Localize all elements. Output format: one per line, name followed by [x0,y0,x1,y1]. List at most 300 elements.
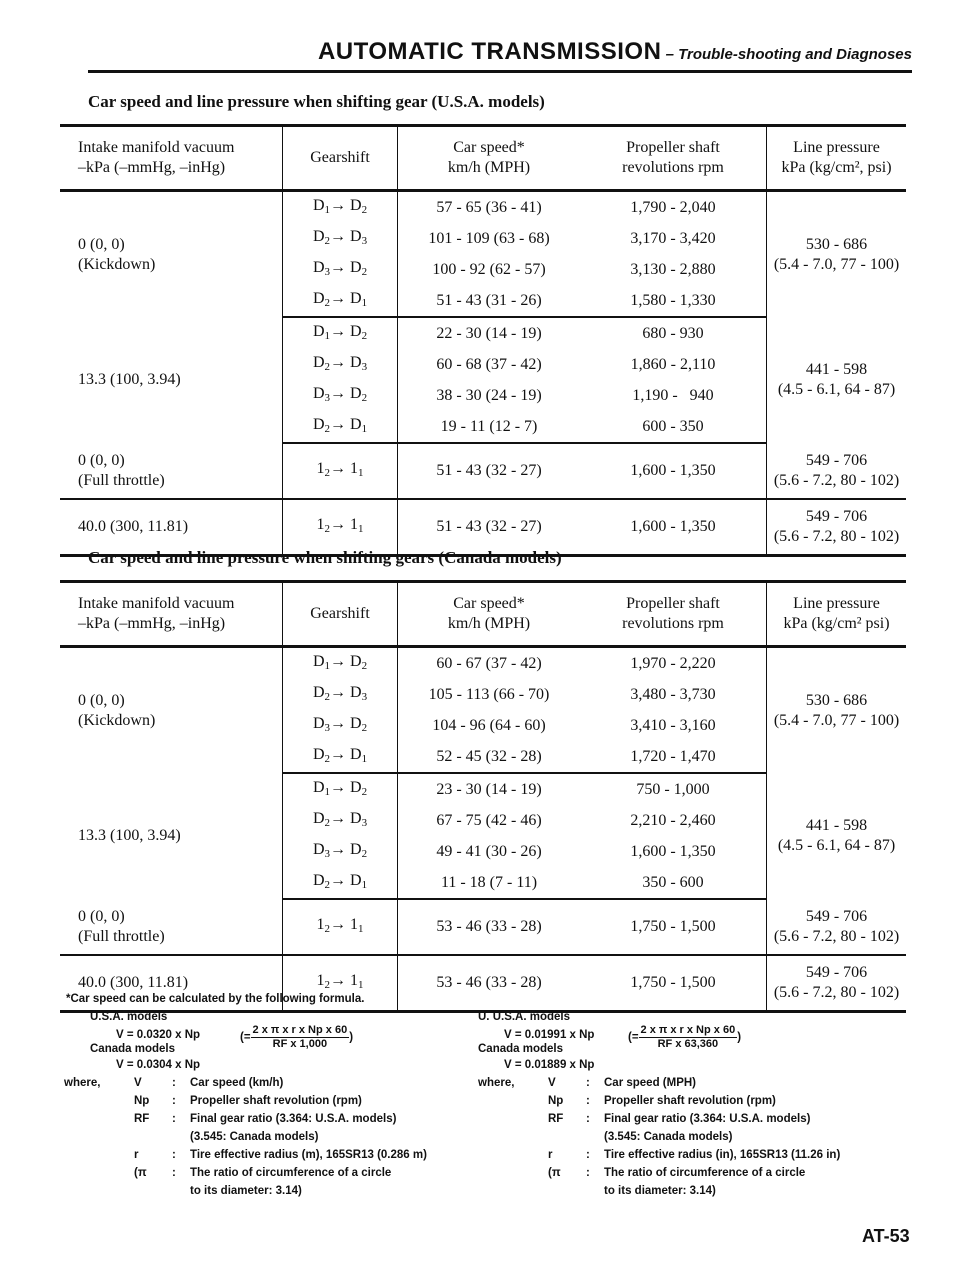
col-header-line: revolutions rpm [622,159,724,176]
usa-formula: V = 0.0320 x Np [116,1029,201,1041]
pressure-cell [767,647,907,774]
def-symbol: RF [134,1113,150,1125]
gear-to-sub: 1 [361,752,368,765]
vacuum-line: 0 (0, 0) [78,907,125,925]
gear-from-sub: 1 [324,785,330,798]
gear-to-sub: 1 [358,923,364,935]
col-header-line: –kPa (–mmHg, –inHg) [78,615,226,632]
def-text: (3.545: Canada models) [604,1131,733,1143]
pressure-line: 441 - 598 [805,361,868,378]
gear-from: D [312,652,325,670]
pressure-cell [767,317,907,443]
gear-from: D [312,289,325,307]
gearshift-cell [283,317,398,349]
formula-intro: *Car speed can be calculated by the following formula. [66,993,365,1005]
gear-to: 1 [350,972,358,989]
def-symbol: Np [548,1095,564,1107]
rpm-cell: 350 - 600 [580,867,767,899]
gear-to-sub: 2 [361,203,368,216]
rpm-cell: 3,170 - 3,420 [630,229,716,247]
pressure-line: (4.5 - 6.1, 64 - 87) [777,837,896,854]
gear-from-sub: 2 [324,752,330,765]
pressure-cell [767,499,907,556]
rpm-cell: 3,410 - 3,160 [630,716,716,734]
gear-from-sub: 2 [324,878,330,891]
gear-to-sub: 1 [358,467,364,479]
pressure-line: (5.6 - 7.2, 80 - 102) [773,528,900,545]
speed-cell: 104 - 96 (64 - 60) [398,710,581,741]
arrow-icon: → [330,289,350,307]
def-symbol: (π [134,1167,147,1179]
arrow-icon: → [330,809,350,827]
vacuum-cell [60,317,283,443]
gearshift-cell [283,805,398,836]
vacuum-cell [60,443,283,499]
def-symbol: Np [134,1095,150,1107]
gear-from: 1 [316,460,325,477]
vacuum-line: 0 (0, 0) [78,691,125,709]
gear-to: D [350,384,362,402]
col-header-pressure [767,582,907,647]
rpm-cell: 1,750 - 1,500 [580,899,767,955]
rpm-cell: 3,130 - 2,880 [630,260,716,278]
gear-from: 1 [316,516,325,533]
rpm-cell: 1,790 - 2,040 [630,198,716,216]
header-subtitle: Trouble-shooting and Diagnoses [678,46,912,63]
formula-row [478,1026,908,1056]
gear-from-sub: 2 [324,923,330,935]
speed-cell: 49 - 41 (30 - 26) [398,836,581,867]
col-header-vacuum [60,126,283,191]
rpm-cell: 750 - 1,000 [636,780,710,798]
gear-to-sub: 2 [361,391,368,404]
gearshift-cell [283,411,398,443]
fraction-close: ) [737,1031,742,1044]
gear-to: D [350,196,362,214]
note-row [64,990,484,1008]
speed-cell: 67 - 75 (42 - 46) [398,805,581,836]
rpm-cell: 1,970 - 2,220 [630,654,716,672]
pressure-line: (5.4 - 7.0, 77 - 100) [773,255,900,273]
gear-to-sub: 1 [361,878,368,891]
rpm-cell: 1,580 - 1,330 [580,285,767,317]
gear-from: 1 [316,972,325,989]
pressure-cell [767,899,907,955]
rpm-cell: 1,600 - 1,350 [580,443,767,499]
fraction [251,1024,350,1051]
gear-from-sub: 1 [324,203,330,216]
speed-cell: 53 - 46 (33 - 28) [398,955,581,1012]
note-row [64,1056,484,1074]
gear-from-sub: 2 [324,422,330,435]
gear-to-sub: 3 [361,360,368,373]
arrow-icon: → [330,516,350,533]
gear-to-sub: 2 [361,721,368,734]
rpm-cell: 1,190 - 940 [632,386,714,404]
pressure-cell [767,773,907,899]
gear-to-sub: 1 [361,422,368,435]
def-symbol: RF [548,1113,564,1125]
page-header [88,38,912,73]
vacuum-cell [60,647,283,774]
col-header-line: –kPa (–mmHg, –inHg) [78,159,226,176]
gear-from-sub: 2 [324,816,330,829]
gear-to: 1 [350,516,358,533]
vacuum-line: (Full throttle) [78,927,165,945]
gear-from: D [312,196,325,214]
arrow-icon: → [330,227,350,245]
speed-cell: 100 - 92 (62 - 57) [398,254,581,285]
speed-cell: 101 - 109 (63 - 68) [398,223,581,254]
col-header-line: Car speed* [453,595,525,612]
def-colon: : [172,1077,176,1089]
gear-from-sub: 3 [324,721,330,734]
def-text: to its diameter: 3.14) [190,1185,302,1197]
usa-formula: V = 0.01991 x Np [504,1029,595,1041]
col-header-line: Propeller shaft [626,595,720,612]
pressure-line: 530 - 686 [805,691,868,709]
gear-to-sub: 2 [361,659,368,672]
gear-from-sub: 1 [324,659,330,672]
gearshift-cell [283,836,398,867]
def-symbol: (π [548,1167,561,1179]
rpm-cell: 1,600 - 1,350 [630,842,716,860]
gear-to: D [350,289,362,307]
fraction-numerator: 2 x π x r x Np x 60 [640,1024,736,1036]
def-colon: : [172,1149,176,1161]
canada-formula: V = 0.0304 x Np [116,1059,201,1071]
gearshift-cell [283,380,398,411]
gear-to: D [350,322,362,340]
speed-cell: 19 - 11 (12 - 7) [398,411,581,443]
gear-to-sub: 2 [361,785,368,798]
col-header-gearshift: Gearshift [283,582,398,647]
gearshift-cell [283,741,398,773]
col-header-vacuum [60,582,283,647]
gear-from-sub: 2 [324,690,330,703]
arrow-icon: → [330,415,350,433]
def-colon: : [586,1077,590,1089]
fraction-open: (= [628,1031,639,1044]
page-number: AT-53 [862,1226,910,1246]
arrow-icon: → [330,652,350,670]
col-header-speed [398,126,581,191]
speed-cell: 51 - 43 (31 - 26) [398,285,581,317]
note-row [64,1146,484,1164]
vacuum-line: 40.0 (300, 11.81) [78,518,189,535]
note-row [478,1056,908,1074]
arrow-icon: → [330,353,350,371]
arrow-icon: → [330,384,350,402]
vacuum-line: 0 (0, 0) [78,451,125,469]
usa-models-label: U. U.S.A. models [478,1011,571,1023]
col-header-line: Intake manifold vacuum [78,139,235,156]
where-label: where, [478,1077,515,1089]
gear-to: 1 [350,916,358,933]
gear-from: D [312,415,325,433]
gear-to-sub: 1 [361,296,368,309]
col-header-line: kPa (kg/cm² psi) [783,615,890,632]
gear-to: D [350,652,362,670]
rpm-cell: 680 - 930 [642,324,704,342]
gear-from: D [312,840,325,858]
gearshift-cell [283,285,398,317]
gear-to: 1 [350,460,358,477]
def-colon: : [586,1167,590,1179]
pressure-line: 549 - 706 [805,964,868,981]
pressure-line: (5.6 - 7.2, 80 - 102) [773,984,900,1001]
def-text: Car speed (km/h) [190,1077,284,1089]
gear-from-sub: 1 [324,329,330,342]
col-header-line: km/h (MPH) [447,159,531,176]
col-header-line: Line pressure [793,139,880,156]
gearshift-cell [283,647,398,680]
vacuum-cell [60,899,283,955]
usa-table-title: Car speed and line pressure when shifting gear (U.S.A. models) [88,92,545,111]
gear-to-sub: 1 [358,523,364,535]
col-header-line: Car speed* [453,139,525,156]
pressure-line: (5.6 - 7.2, 80 - 102) [773,471,900,489]
pressure-line: 441 - 598 [805,817,868,834]
formula-notes-left [64,990,484,1200]
gear-to-sub: 2 [361,847,368,860]
pressure-cell [767,955,907,1012]
table-row [60,899,906,955]
def-text: (3.545: Canada models) [190,1131,319,1143]
note-row [478,1164,908,1182]
pressure-line: 530 - 686 [805,235,868,253]
fraction-denominator: RF x 1,000 [272,1038,328,1050]
gear-to: D [350,840,362,858]
col-header-shaft [580,582,767,647]
def-symbol: r [134,1149,139,1161]
canada-models-label: Canada models [478,1043,563,1055]
note-row [478,1182,908,1200]
def-text: Tire effective radius (m), 165SR13 (0.286 m) [190,1149,427,1161]
header-title: AUTOMATIC TRANSMISSION [317,38,662,65]
speed-cell: 60 - 68 (37 - 42) [398,349,581,380]
def-text: Tire effective radius (in), 165SR13 (11.26 in) [604,1149,841,1161]
formula-fraction [628,1024,741,1051]
speed-cell: 23 - 30 (14 - 19) [398,773,581,805]
gear-from-sub: 2 [324,523,330,535]
gear-to: D [350,871,362,889]
gear-from-sub: 2 [324,360,330,373]
col-header-pressure [767,126,907,191]
speed-cell: 105 - 113 (66 - 70) [398,679,581,710]
def-colon: : [172,1167,176,1179]
gear-from: D [312,809,325,827]
vacuum-line: (Kickdown) [78,711,156,729]
def-colon: : [586,1113,590,1125]
pressure-cell [767,191,907,318]
usa-models-label: U.S.A. models [90,1011,168,1023]
gear-from-sub: 2 [324,979,330,991]
gear-to: D [350,745,362,763]
fraction-denominator: RF x 63,360 [657,1038,719,1050]
def-text: The ratio of circumference of a circle [604,1167,806,1179]
col-header-line: Propeller shaft [626,139,720,156]
vacuum-line: 0 (0, 0) [78,235,125,253]
col-header-line: Intake manifold vacuum [78,595,235,612]
pressure-line: (4.5 - 6.1, 64 - 87) [777,381,896,398]
speed-cell: 51 - 43 (32 - 27) [398,499,581,556]
canada-spec-table [60,580,906,1013]
pressure-line: (5.4 - 7.0, 77 - 100) [773,711,900,729]
arrow-icon: → [330,322,350,340]
table-row [60,647,906,680]
arrow-icon: → [330,683,350,701]
pressure-line: 549 - 706 [805,508,868,525]
table-row [60,773,906,805]
gear-to: D [350,809,362,827]
gear-from-sub: 3 [324,391,330,404]
header-separator: – [661,46,679,63]
gear-to: D [350,227,362,245]
header-row [60,126,906,191]
vacuum-cell [60,773,283,899]
def-text: Final gear ratio (3.364: U.S.A. models) [604,1113,811,1125]
pressure-line: 549 - 706 [805,451,868,469]
note-row [64,1182,484,1200]
def-text: to its diameter: 3.14) [604,1185,716,1197]
note-row [64,1128,484,1146]
note-row [64,1164,484,1182]
rpm-cell: 600 - 350 [580,411,767,443]
gear-to-sub: 3 [361,816,368,829]
gear-from-sub: 2 [324,234,330,247]
gear-to-sub: 3 [361,690,368,703]
gear-from: D [312,353,325,371]
speed-cell: 51 - 43 (32 - 27) [398,443,581,499]
speed-cell: 52 - 45 (32 - 28) [398,741,581,773]
arrow-icon: → [330,460,350,477]
speed-cell: 22 - 30 (14 - 19) [398,317,581,349]
usa-spec-table [60,124,906,557]
formula-row [64,1026,484,1056]
def-colon: : [586,1149,590,1161]
arrow-icon: → [330,258,350,276]
table-row [60,317,906,349]
table-row [60,191,906,224]
note-row [64,1092,484,1110]
gearshift-cell [283,443,398,499]
pressure-cell [767,443,907,499]
def-text: Final gear ratio (3.364: U.S.A. models) [190,1113,397,1125]
gear-from-sub: 2 [324,296,330,309]
rpm-cell: 1,750 - 1,500 [580,955,767,1012]
vacuum-line: 13.3 (100, 3.94) [78,371,181,388]
gear-to-sub: 1 [358,979,364,991]
gear-from: D [312,745,325,763]
gearshift-cell [283,899,398,955]
fraction-open: (= [240,1031,251,1044]
arrow-icon: → [330,745,350,763]
rpm-cell: 3,480 - 3,730 [630,685,716,703]
formula-notes-right [478,1008,908,1200]
fraction [639,1024,738,1051]
gear-from: D [312,258,325,276]
rpm-cell: 1,600 - 1,350 [580,499,767,556]
col-header-line: kPa (kg/cm², psi) [781,159,892,176]
rpm-cell: 2,210 - 2,460 [630,811,716,829]
def-symbol: r [548,1149,553,1161]
gear-from: 1 [316,916,325,933]
col-header-speed [398,582,581,647]
arrow-icon: → [330,196,350,214]
vacuum-line: 40.0 (300, 11.81) [78,974,189,991]
header-row [60,582,906,647]
col-header-line: Line pressure [793,595,880,612]
gear-from: D [312,384,325,402]
note-row [64,1074,484,1092]
col-header-line: km/h (MPH) [447,615,531,632]
note-row [478,1092,908,1110]
note-row [478,1146,908,1164]
gear-from-sub: 3 [324,265,330,278]
gearshift-cell [283,773,398,805]
speed-cell: 57 - 65 (36 - 41) [398,191,581,224]
gearshift-cell [283,710,398,741]
note-row [478,1128,908,1146]
arrow-icon: → [330,714,350,732]
gear-to: D [350,714,362,732]
formula-fraction [240,1024,353,1051]
def-colon: : [586,1095,590,1107]
fraction-numerator: 2 x π x r x Np x 60 [252,1024,348,1036]
col-header-gearshift: Gearshift [283,126,398,191]
speed-cell: 38 - 30 (24 - 19) [398,380,581,411]
gear-to: D [350,683,362,701]
gear-to: D [350,258,362,276]
canada-models-label: Canada models [90,1043,175,1055]
arrow-icon: → [330,840,350,858]
note-row [478,1074,908,1092]
vacuum-line: (Kickdown) [78,255,156,273]
def-text: Car speed (MPH) [604,1077,697,1089]
speed-cell: 53 - 46 (33 - 28) [398,899,581,955]
def-text: Propeller shaft revolution (rpm) [190,1095,362,1107]
gearshift-cell [283,254,398,285]
gearshift-cell [283,223,398,254]
gear-from: D [312,683,325,701]
gear-to-sub: 2 [361,329,368,342]
arrow-icon: → [330,778,350,796]
gear-to: D [350,415,362,433]
rpm-cell: 1,720 - 1,470 [580,741,767,773]
def-colon: : [172,1113,176,1125]
rpm-cell: 1,860 - 2,110 [630,355,716,373]
def-symbol: V [134,1077,142,1089]
gearshift-cell [283,867,398,899]
pressure-line: (5.6 - 7.2, 80 - 102) [773,927,900,945]
where-label: where, [64,1077,101,1089]
def-colon: : [172,1095,176,1107]
table-row [60,443,906,499]
speed-cell: 11 - 18 (7 - 11) [398,867,581,899]
gear-to-sub: 3 [361,234,368,247]
gear-from: D [312,714,325,732]
speed-cell: 60 - 67 (37 - 42) [398,647,581,680]
gearshift-cell [283,349,398,380]
gear-from: D [312,778,325,796]
col-header-line: revolutions rpm [622,615,724,632]
pressure-line: 549 - 706 [805,907,868,925]
vacuum-line: 13.3 (100, 3.94) [78,827,181,844]
canada-formula: V = 0.01889 x Np [504,1059,595,1071]
note-row [64,1110,484,1128]
arrow-icon: → [330,871,350,889]
